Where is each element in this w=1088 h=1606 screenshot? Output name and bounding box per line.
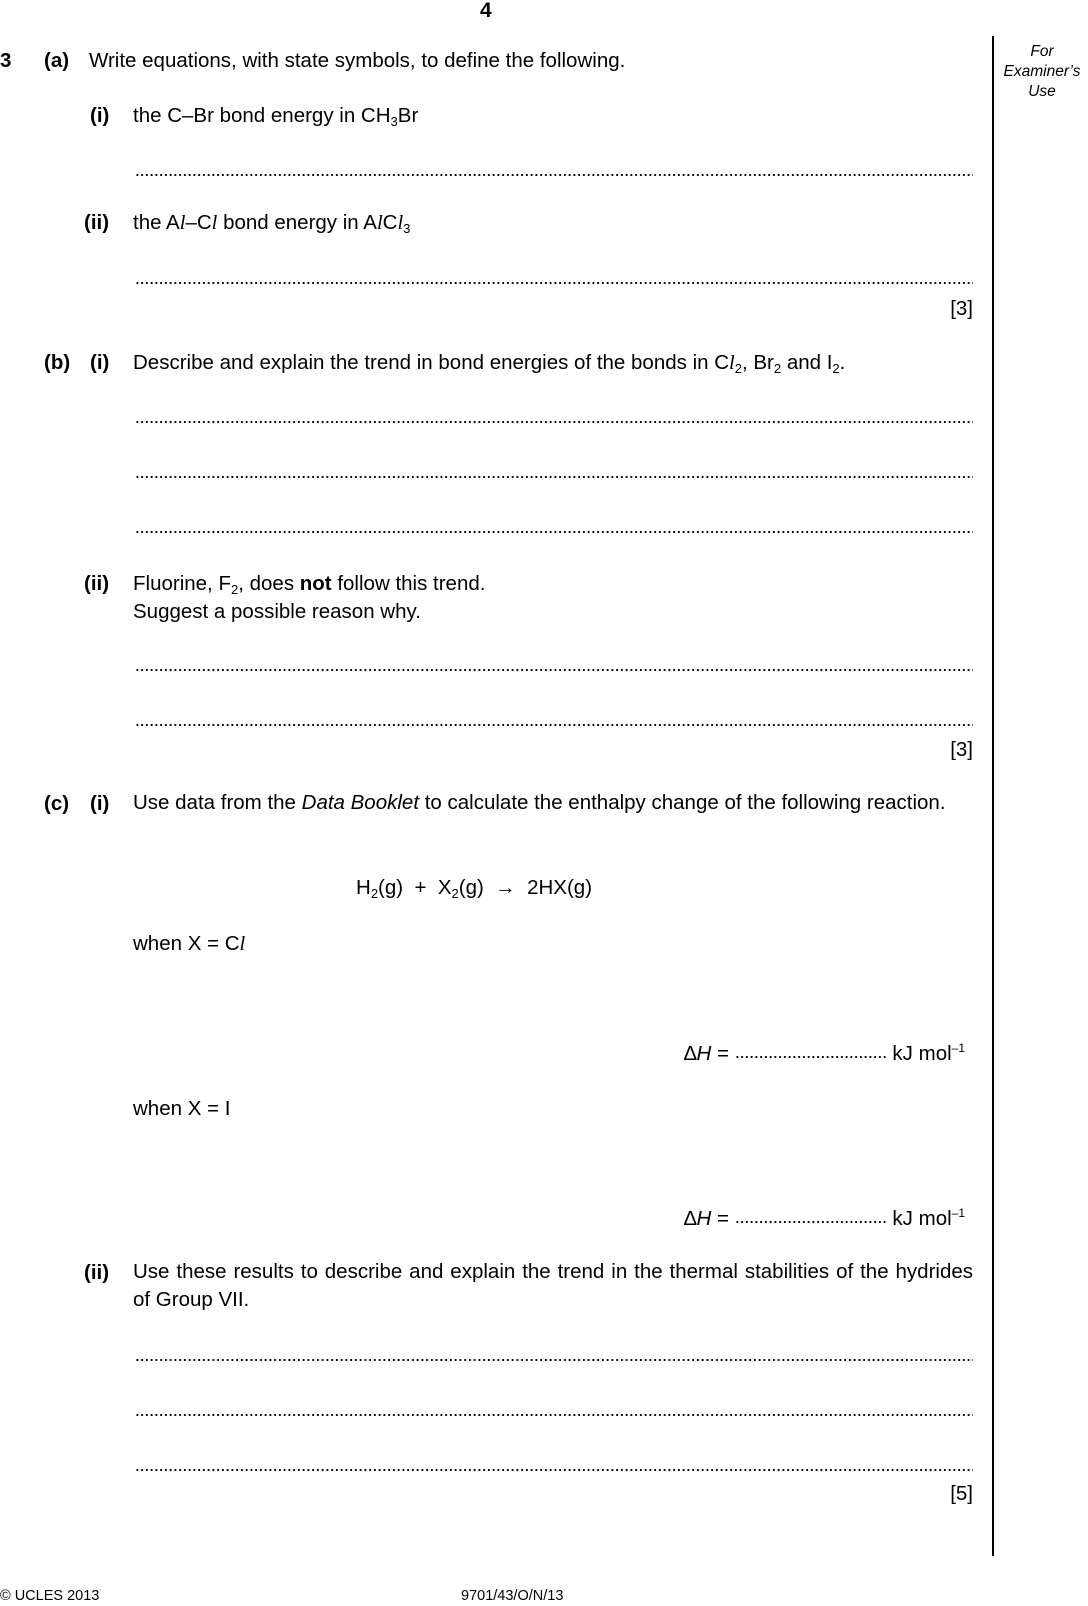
part-b-i-label: (i) (90, 351, 110, 374)
question-number: 3 (0, 49, 12, 72)
answer-line[interactable] (135, 723, 973, 727)
part-a-i-text: the C–Br bond energy in $CH_3Br$ (133, 104, 419, 129)
answer-blank[interactable] (735, 1220, 887, 1224)
answer-line[interactable] (135, 668, 973, 672)
part-b-ii-prompt: Suggest a possible reason why. (133, 600, 421, 623)
reaction-equation: $H_2(g) + X_2(g) \to 2HX(g)$ (356, 876, 593, 901)
page-number: 4 (480, 0, 492, 22)
marks-a: [3] (950, 297, 973, 320)
part-c-ii-label: (ii) (84, 1261, 110, 1284)
footer-paper-code: 9701/43/O/N/13 (461, 1588, 564, 1604)
answer-line[interactable] (135, 420, 973, 424)
marks-c: [5] (950, 1482, 973, 1505)
case-chlorine: when X = Cl (133, 932, 246, 955)
part-a-stem: Write equations, with state symbols, to define the following. (89, 49, 626, 72)
marks-b: [3] (950, 738, 973, 761)
part-a-ii-text: the Al–Cl bond energy in AlCl$_3$ (133, 211, 411, 236)
answer-delta-h-2: ∆H = kJ mol$^{-1}$ (684, 1206, 966, 1230)
answer-delta-h-1: ∆H = kJ mol$^{-1}$ (684, 1041, 966, 1065)
part-b-ii-text: Fluorine, $F_2$, does not follow this trend. (133, 572, 486, 597)
case-iodine: when X = I (133, 1097, 231, 1120)
part-a-i-label: (i) (90, 104, 110, 127)
answer-line[interactable] (135, 173, 973, 177)
part-b-i-text: Describe and explain the trend in bond energies of the bonds in $Cl_2$, $Br_2$ and $I_2$. (133, 351, 846, 376)
examiner-margin-rule (992, 36, 994, 1556)
answer-line[interactable] (135, 1358, 973, 1362)
answer-blank[interactable] (735, 1055, 887, 1059)
part-a-label: (a) (44, 49, 70, 72)
part-b-ii-label: (ii) (84, 572, 110, 595)
examiner-margin-label: For Examiner’s Use (1003, 43, 1081, 101)
part-c-ii-text: Use these results to describe and explain the trend in the thermal stabilities of the hydrides of Group VII. (133, 1260, 973, 1312)
part-c-i-label: (i) (90, 792, 110, 815)
footer-copyright: © UCLES 2013 (0, 1588, 100, 1604)
part-a-ii-label: (ii) (84, 211, 110, 234)
answer-line[interactable] (135, 281, 973, 285)
answer-line[interactable] (135, 1413, 973, 1417)
part-c-i-text: Use data from the Data Booklet to calculate the enthalpy change of the following reaction. (133, 791, 946, 814)
answer-line[interactable] (135, 1468, 973, 1472)
part-b-label: (b) (44, 351, 71, 374)
answer-line[interactable] (135, 475, 973, 479)
part-c-label: (c) (44, 792, 70, 815)
answer-line[interactable] (135, 530, 973, 534)
